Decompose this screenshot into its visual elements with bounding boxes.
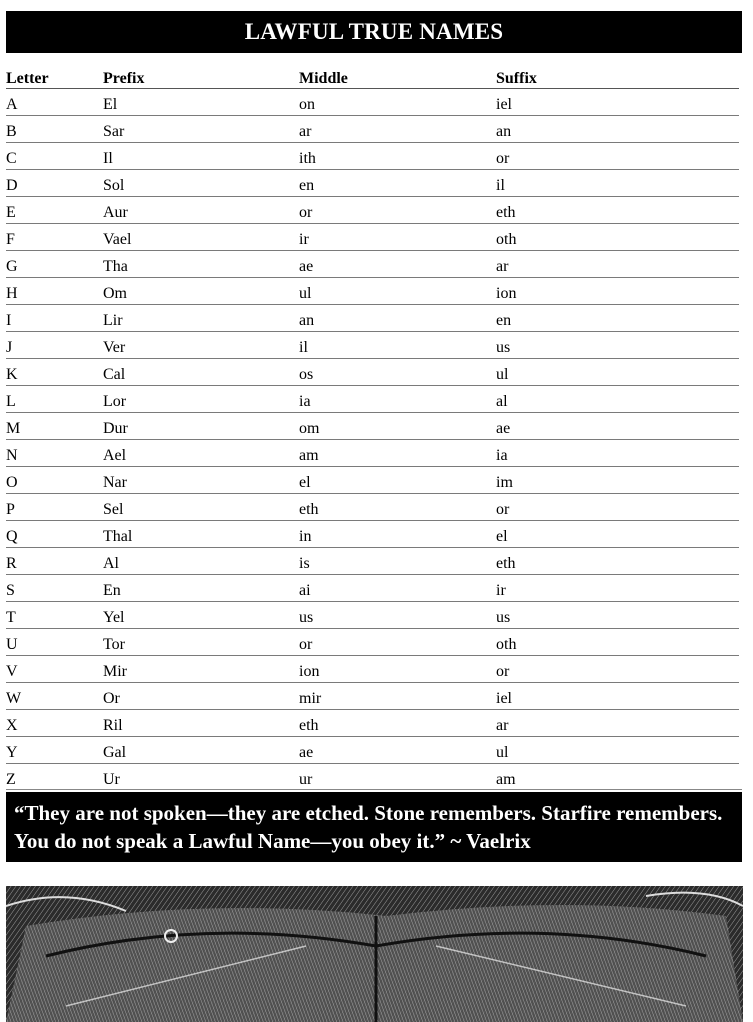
cell-suffix: il bbox=[496, 170, 739, 197]
cell-letter: P bbox=[6, 494, 103, 521]
cell-letter: Y bbox=[6, 737, 103, 764]
cell-suffix: iel bbox=[496, 89, 739, 116]
cell-suffix: eth bbox=[496, 548, 739, 575]
cell-prefix: Lir bbox=[103, 305, 299, 332]
table-row bbox=[6, 224, 739, 251]
cell-letter: R bbox=[6, 548, 103, 575]
cell-prefix: Sol bbox=[103, 170, 299, 197]
table-row bbox=[6, 116, 739, 143]
table-row bbox=[6, 575, 739, 602]
cell-middle: ar bbox=[299, 116, 496, 143]
cell-middle: or bbox=[299, 629, 496, 656]
cell-prefix: Cal bbox=[103, 359, 299, 386]
table-row bbox=[6, 278, 739, 305]
cell-middle: ir bbox=[299, 224, 496, 251]
cell-prefix: El bbox=[103, 89, 299, 116]
cell-letter: X bbox=[6, 710, 103, 737]
cell-suffix: us bbox=[496, 332, 739, 359]
cell-prefix: Lor bbox=[103, 386, 299, 413]
cell-middle: os bbox=[299, 359, 496, 386]
cell-suffix: ar bbox=[496, 251, 739, 278]
header-suffix: Suffix bbox=[496, 64, 739, 89]
cell-middle: ith bbox=[299, 143, 496, 170]
cell-prefix: Ur bbox=[103, 771, 120, 788]
cell-letter: G bbox=[6, 251, 103, 278]
cell-middle: en bbox=[299, 170, 496, 197]
cell-prefix: Ver bbox=[103, 332, 299, 359]
cell-middle: us bbox=[299, 602, 496, 629]
table-row bbox=[6, 602, 739, 629]
cell-prefix: Ril bbox=[103, 710, 299, 737]
cell-middle: is bbox=[299, 548, 496, 575]
cell-suffix: ae bbox=[496, 413, 739, 440]
cell-middle: ae bbox=[299, 251, 496, 278]
cell-prefix: Tha bbox=[103, 251, 299, 278]
table-row bbox=[6, 521, 739, 548]
cell-letter: V bbox=[6, 656, 103, 683]
table-row bbox=[6, 386, 739, 413]
table-row bbox=[6, 413, 739, 440]
cell-prefix: Ael bbox=[103, 440, 299, 467]
cell-suffix: or bbox=[496, 494, 739, 521]
table-row bbox=[6, 143, 739, 170]
page-title: LAWFUL TRUE NAMES bbox=[6, 11, 742, 53]
cell-letter: I bbox=[6, 305, 103, 332]
cell-prefix: Il bbox=[103, 143, 299, 170]
cell-prefix: Tor bbox=[103, 629, 299, 656]
cell-letter: M bbox=[6, 413, 103, 440]
table-row bbox=[6, 683, 739, 710]
cell-prefix: Thal bbox=[103, 521, 299, 548]
cell-suffix: or bbox=[496, 143, 739, 170]
cell-middle: ai bbox=[299, 575, 496, 602]
cell-middle: om bbox=[299, 413, 496, 440]
cell-prefix: En bbox=[103, 575, 299, 602]
cell-middle: ia bbox=[299, 386, 496, 413]
cell-suffix: al bbox=[496, 386, 739, 413]
cell-middle: il bbox=[299, 332, 496, 359]
cell-suffix: ion bbox=[496, 278, 739, 305]
cell-suffix: ul bbox=[496, 737, 739, 764]
engraving-illustration bbox=[6, 886, 743, 1022]
cell-prefix: Mir bbox=[103, 656, 299, 683]
table-header-row bbox=[6, 64, 739, 89]
cell-letter: C bbox=[6, 143, 103, 170]
cell-middle: on bbox=[299, 89, 496, 116]
table-row bbox=[6, 494, 739, 521]
table-row bbox=[6, 764, 739, 791]
cell-middle: eth bbox=[299, 710, 496, 737]
cell-prefix: Gal bbox=[103, 737, 299, 764]
cell-letter: D bbox=[6, 170, 103, 197]
cell-suffix: ul bbox=[496, 359, 739, 386]
table-row bbox=[6, 251, 739, 278]
cell-middle: ul bbox=[299, 278, 496, 305]
cell-suffix: im bbox=[496, 467, 739, 494]
cell-letter: O bbox=[6, 467, 103, 494]
table-row bbox=[6, 656, 739, 683]
cell-middle: am bbox=[299, 440, 496, 467]
cell-middle: ur bbox=[299, 771, 313, 788]
cell-suffix: eth bbox=[496, 197, 739, 224]
cell-suffix: oth bbox=[496, 224, 739, 251]
cell-suffix: us bbox=[496, 602, 739, 629]
cell-suffix: oth bbox=[496, 629, 739, 656]
cell-suffix: ar bbox=[496, 710, 739, 737]
cell-middle: el bbox=[299, 467, 496, 494]
cell-suffix: iel bbox=[496, 683, 739, 710]
cell-prefix: Sar bbox=[103, 116, 299, 143]
cell-middle: or bbox=[299, 197, 496, 224]
table-row bbox=[6, 467, 739, 494]
cell-prefix: Or bbox=[103, 683, 299, 710]
cell-middle: ion bbox=[299, 656, 496, 683]
cell-suffix: ia bbox=[496, 440, 739, 467]
cell-middle: in bbox=[299, 521, 496, 548]
cell-letter: T bbox=[6, 602, 103, 629]
cell-letter: H bbox=[6, 278, 103, 305]
header-letter: Letter bbox=[6, 64, 103, 89]
cell-prefix: Al bbox=[103, 548, 299, 575]
table-row bbox=[6, 197, 739, 224]
cell-letter: J bbox=[6, 332, 103, 359]
cell-middle: an bbox=[299, 305, 496, 332]
table-row bbox=[6, 170, 739, 197]
cell-letter: K bbox=[6, 359, 103, 386]
table-row bbox=[6, 710, 739, 737]
cell-suffix: am bbox=[496, 771, 516, 788]
cell-letter: B bbox=[6, 116, 103, 143]
table-body bbox=[6, 89, 739, 791]
table-row bbox=[6, 332, 739, 359]
cell-prefix: Yel bbox=[103, 602, 299, 629]
header-middle: Middle bbox=[299, 64, 496, 89]
cell-letter: U bbox=[6, 629, 103, 656]
cell-prefix: Aur bbox=[103, 197, 299, 224]
table-row bbox=[6, 305, 739, 332]
cell-letter: Z bbox=[6, 771, 16, 788]
cell-suffix: en bbox=[496, 305, 739, 332]
table-row bbox=[6, 548, 739, 575]
open-book-engraving bbox=[6, 886, 743, 1022]
table-row bbox=[6, 629, 739, 656]
quote-box: “They are not spoken—they are etched. Stone remembers. Starfire remembers. You do not speak a Lawful Name—you obey it.” ~ Vaelrix bbox=[6, 792, 742, 862]
cell-suffix: or bbox=[496, 656, 739, 683]
table-row bbox=[6, 440, 739, 467]
cell-prefix: Om bbox=[103, 278, 299, 305]
table-row bbox=[6, 359, 739, 386]
cell-prefix: Vael bbox=[103, 224, 299, 251]
table-row bbox=[6, 737, 739, 764]
cell-letter: L bbox=[6, 386, 103, 413]
divider bbox=[6, 789, 742, 790]
cell-suffix: ir bbox=[496, 575, 739, 602]
header-prefix: Prefix bbox=[103, 64, 299, 89]
cell-suffix: el bbox=[496, 521, 739, 548]
cell-letter: Q bbox=[6, 521, 103, 548]
cell-prefix: Nar bbox=[103, 467, 299, 494]
cell-suffix: an bbox=[496, 116, 739, 143]
cell-letter: N bbox=[6, 440, 103, 467]
cell-middle: mir bbox=[299, 683, 496, 710]
table-row bbox=[6, 89, 739, 116]
cell-letter: S bbox=[6, 575, 103, 602]
cell-prefix: Dur bbox=[103, 413, 299, 440]
cell-letter: F bbox=[6, 224, 103, 251]
cell-letter: A bbox=[6, 89, 103, 116]
cell-middle: ae bbox=[299, 737, 496, 764]
cell-letter: E bbox=[6, 197, 103, 224]
true-names-table bbox=[6, 64, 739, 790]
cell-letter: W bbox=[6, 683, 103, 710]
cell-prefix: Sel bbox=[103, 494, 299, 521]
cell-middle: eth bbox=[299, 494, 496, 521]
